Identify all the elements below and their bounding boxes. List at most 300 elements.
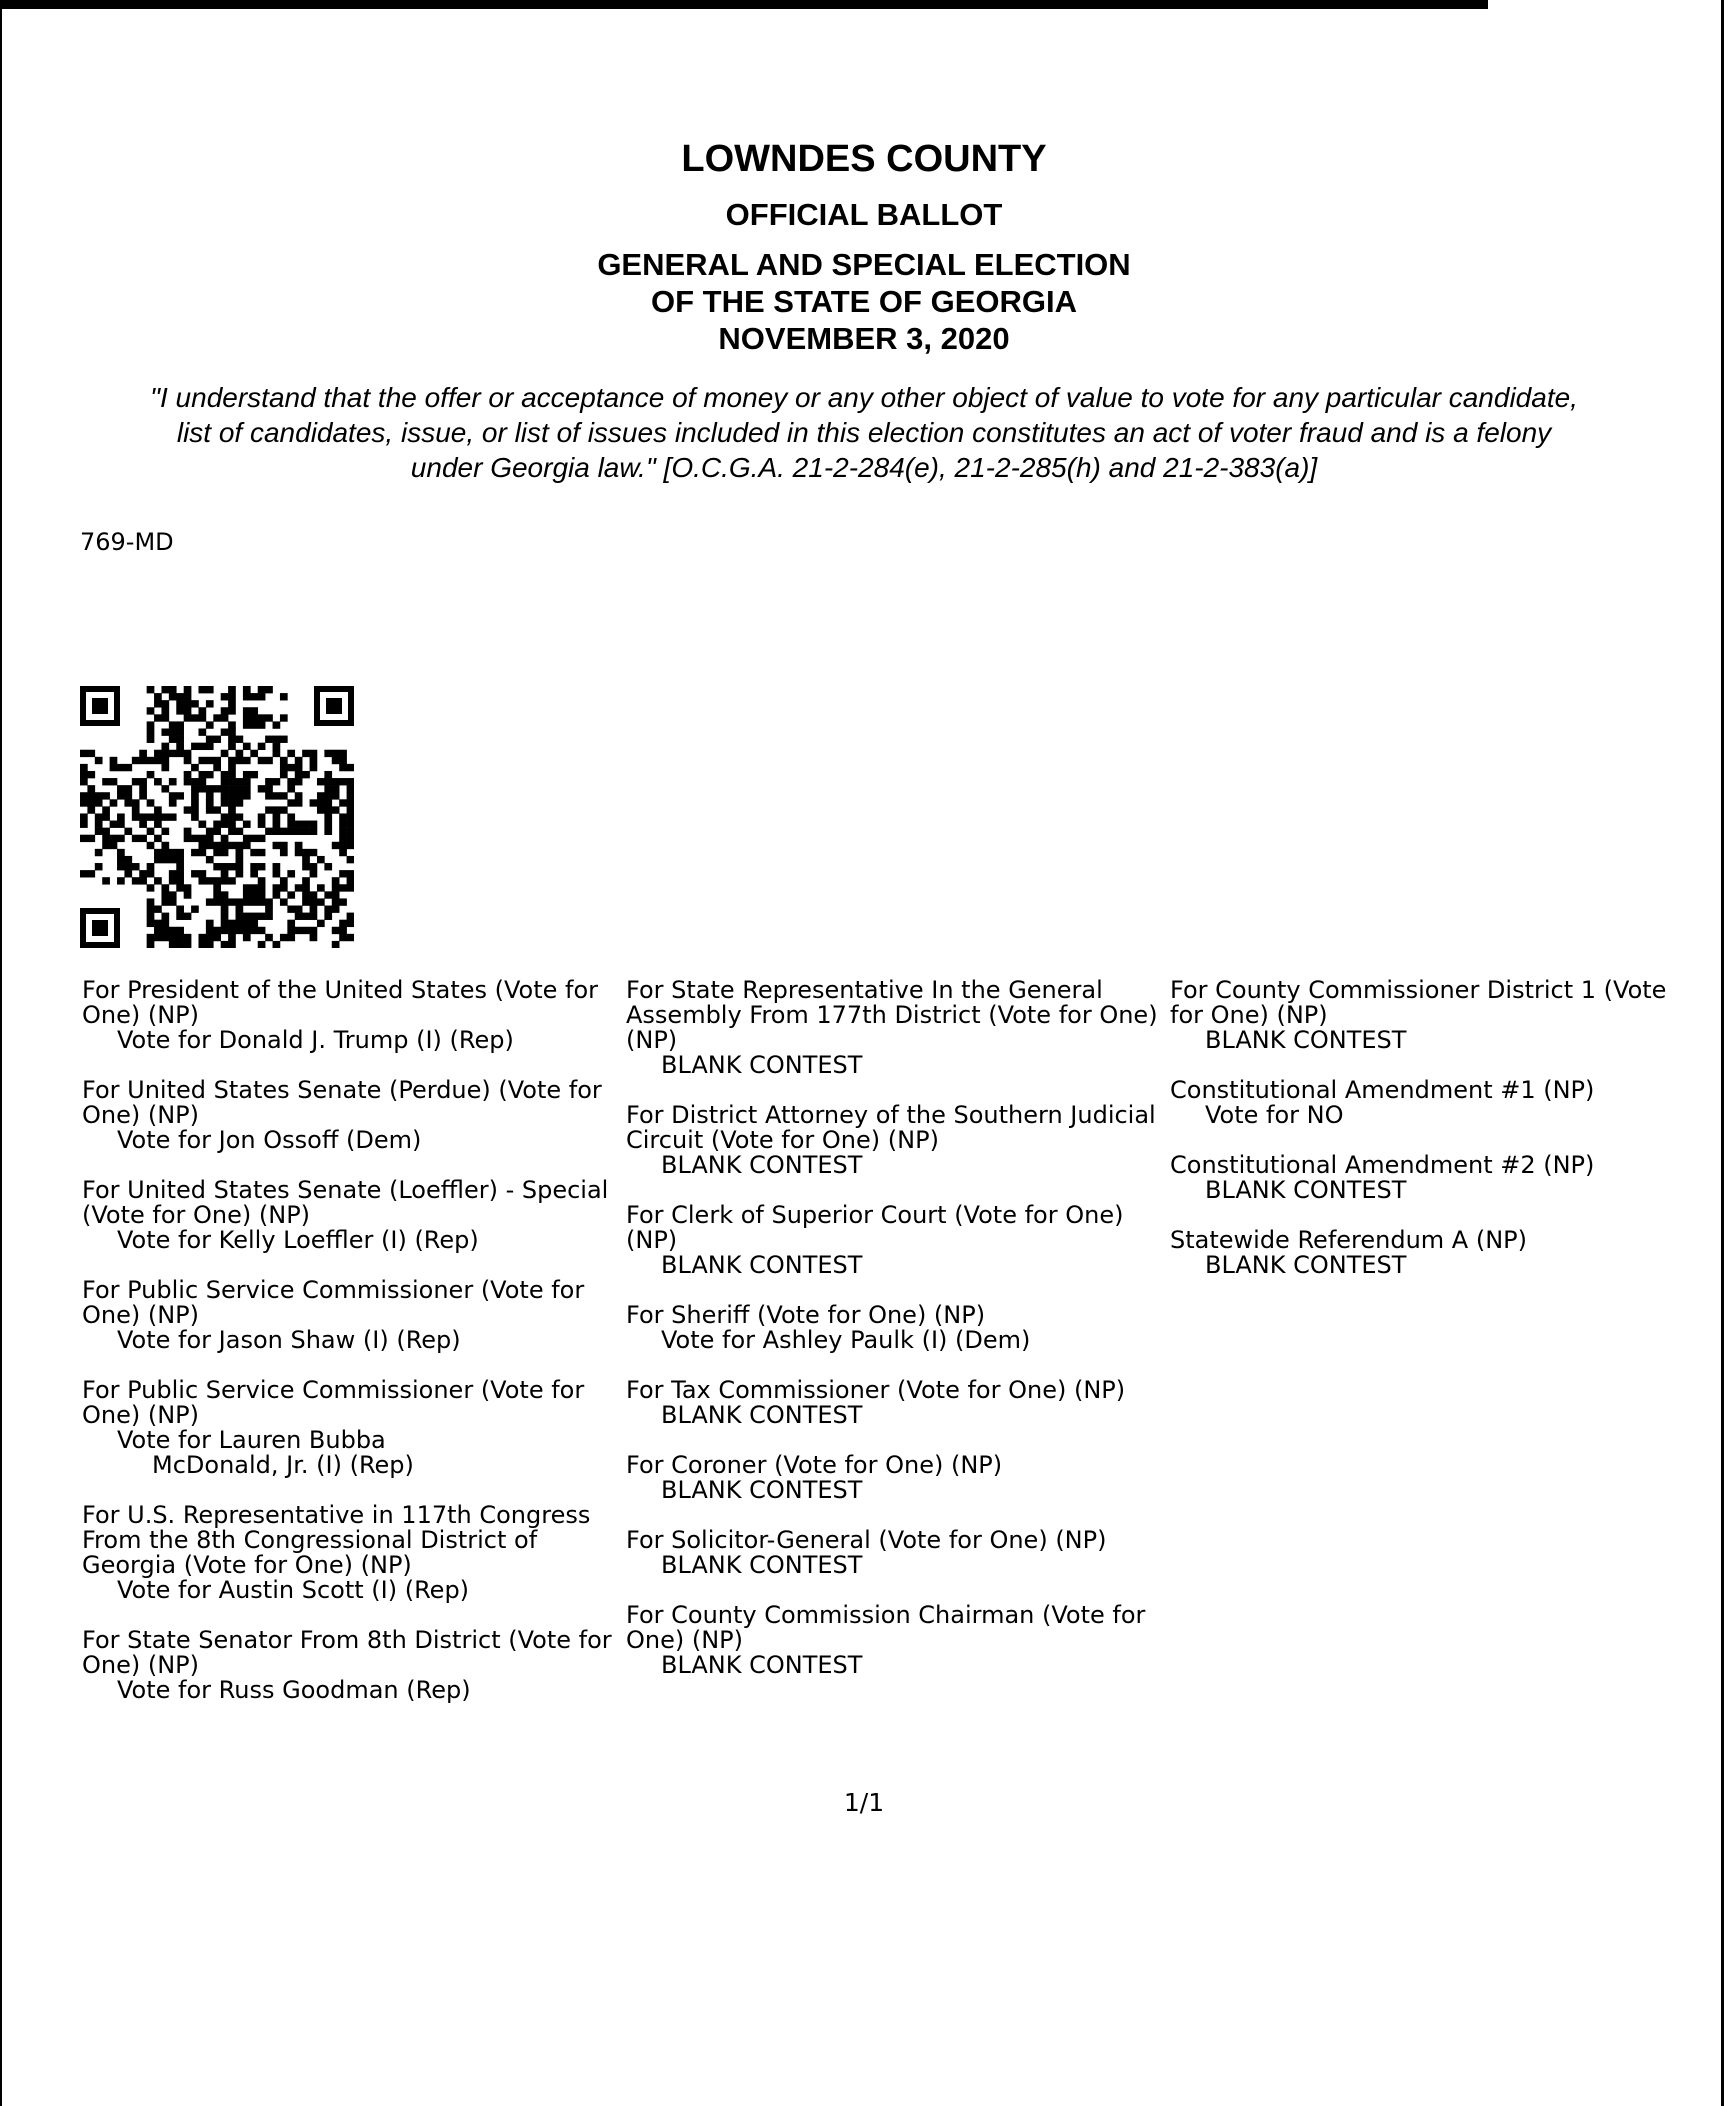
qr-module: [184, 891, 192, 898]
qr-module: [295, 792, 303, 799]
qr-module: [132, 835, 140, 842]
qr-module: [347, 799, 354, 806]
qr-module: [198, 743, 206, 750]
contest-selection: [82, 1028, 612, 1053]
qr-module: [221, 714, 229, 721]
qr-module: [139, 750, 147, 757]
qr-module: [102, 877, 110, 884]
qr-module: [213, 934, 221, 941]
qr-module: [154, 757, 162, 764]
qr-module: [302, 750, 310, 757]
qr-module: [339, 849, 347, 856]
page-number: 1/1: [843, 1788, 885, 1817]
qr-module: [221, 771, 229, 778]
qr-module: [324, 821, 332, 828]
qr-module: [310, 828, 318, 835]
qr-module: [221, 813, 229, 820]
contest-title: For United States Senate (Perdue) (Vote for One) (NP): [82, 1076, 602, 1129]
qr-module: [139, 870, 147, 877]
qr-module: [206, 736, 214, 743]
qr-module: [332, 898, 340, 905]
contest-entry: [1170, 978, 1690, 1053]
qr-module: [347, 828, 354, 835]
qr-module: [236, 842, 244, 849]
qr-module: [302, 913, 310, 920]
qr-module: [169, 877, 177, 884]
qr-module: [258, 863, 266, 870]
selection-text: BLANK CONTEST: [661, 1551, 863, 1579]
qr-module: [339, 828, 347, 835]
qr-module: [176, 728, 184, 735]
qr-module: [206, 835, 214, 842]
qr-module: [213, 714, 221, 721]
qr-module: [228, 686, 236, 693]
qr-module: [206, 920, 214, 927]
qr-module: [317, 806, 325, 813]
qr-module: [228, 721, 236, 728]
selection-text: BLANK CONTEST: [661, 1651, 863, 1679]
qr-module: [147, 813, 155, 820]
qr-module: [206, 842, 214, 849]
qr-module: [117, 813, 125, 820]
qr-module: [295, 913, 303, 920]
qr-module: [339, 750, 347, 757]
qr-module: [273, 806, 281, 813]
qr-module: [161, 891, 169, 898]
selection-text: BLANK CONTEST: [661, 1476, 863, 1504]
qr-module: [236, 870, 244, 877]
contest-title: Constitutional Amendment #2 (NP): [1170, 1151, 1595, 1179]
qr-module: [236, 849, 244, 856]
qr-module: [310, 891, 318, 898]
qr-module: [206, 927, 214, 934]
qr-module: [324, 891, 332, 898]
qr-module: [147, 842, 155, 849]
contest-title: For Tax Commissioner (Vote for One) (NP): [626, 1376, 1126, 1404]
qr-module: [310, 863, 318, 870]
qr-module: [176, 849, 184, 856]
qr-module: [161, 750, 169, 757]
qr-module: [184, 778, 192, 785]
qr-module: [184, 934, 192, 941]
qr-module: [184, 806, 192, 813]
qr-module: [147, 757, 155, 764]
qr-module: [265, 828, 273, 835]
qr-module: [228, 693, 236, 700]
qr-module: [147, 799, 155, 806]
qr-module: [280, 828, 288, 835]
qr-module: [332, 842, 340, 849]
contest-title: For County Commission Chairman (Vote for One) (NP): [626, 1601, 1146, 1654]
qr-module: [191, 870, 199, 877]
qr-module: [287, 920, 295, 927]
qr-module: [176, 743, 184, 750]
qr-module: [169, 891, 177, 898]
qr-module: [265, 736, 273, 743]
selection-text: BLANK CONTEST: [661, 1251, 863, 1279]
qr-module: [228, 842, 236, 849]
qr-module: [221, 870, 229, 877]
qr-module: [139, 757, 147, 764]
qr-module: [295, 764, 303, 771]
qr-module: [310, 927, 318, 934]
contest-selection: [626, 1253, 1166, 1278]
contest-title: For President of the United States (Vote for One) (NP): [82, 976, 599, 1029]
qr-module: [139, 778, 147, 785]
qr-module: [324, 778, 332, 785]
qr-module: [228, 778, 236, 785]
qr-module: [80, 764, 88, 771]
selection-text: Vote for NO: [1205, 1101, 1344, 1129]
qr-module: [250, 771, 258, 778]
qr-module: [198, 771, 206, 778]
qr-module: [117, 856, 125, 863]
oath-line: under Georgia law." [O.C.G.A. 21-2-284(e), 21-2-285(h) and 21-2-383(a)]: [410, 452, 1318, 483]
qr-module: [250, 721, 258, 728]
qr-module: [80, 813, 88, 820]
qr-module: [154, 920, 162, 927]
qr-module: [347, 778, 354, 785]
contest-title: For County Commissioner District 1 (Vote for One) (NP): [1170, 976, 1667, 1029]
precinct-code: 769-MD: [80, 528, 174, 556]
qr-module: [110, 842, 118, 849]
qr-module: [302, 821, 310, 828]
selection-text: BLANK CONTEST: [1205, 1176, 1407, 1204]
contest-selection: [626, 1553, 1166, 1578]
qr-module: [184, 828, 192, 835]
qr-module: [80, 778, 88, 785]
qr-module: [302, 849, 310, 856]
qr-module: [295, 771, 303, 778]
qr-module: [161, 927, 169, 934]
qr-module: [147, 686, 155, 693]
qr-module: [184, 714, 192, 721]
contest-title: For Coroner (Vote for One) (NP): [626, 1451, 1003, 1479]
qr-module: [169, 792, 177, 799]
qr-module: [332, 877, 340, 884]
qr-module: [295, 757, 303, 764]
contest-selection: [1170, 1028, 1690, 1053]
qr-module: [280, 693, 288, 700]
qr-module: [191, 806, 199, 813]
qr-module: [198, 757, 206, 764]
qr-module: [332, 750, 340, 757]
qr-module: [339, 920, 347, 927]
qr-module: [147, 707, 155, 714]
qr-module: [347, 821, 354, 828]
qr-module: [243, 757, 251, 764]
qr-module: [332, 778, 340, 785]
qr-module: [250, 693, 258, 700]
qr-module: [265, 686, 273, 693]
qr-module: [191, 792, 199, 799]
selection-text: Vote for Jason Shaw (I) (Rep): [117, 1326, 461, 1354]
contest-title: For State Senator From 8th District (Vote for One) (NP): [82, 1626, 612, 1679]
qr-module: [87, 835, 95, 842]
qr-module: [243, 927, 251, 934]
contest-entry: [1170, 1153, 1690, 1203]
qr-module: [280, 771, 288, 778]
qr-module: [302, 927, 310, 934]
qr-module: [95, 828, 103, 835]
qr-module: [228, 771, 236, 778]
qr-module: [198, 934, 206, 941]
qr-module: [250, 750, 258, 757]
qr-module: [339, 934, 347, 941]
qr-module: [169, 870, 177, 877]
qr-module: [184, 884, 192, 891]
contest-selection: [626, 1403, 1166, 1428]
qr-module: [310, 799, 318, 806]
selection-text: Vote for Kelly Loeffler (I) (Rep): [117, 1226, 479, 1254]
qr-module: [132, 806, 140, 813]
qr-module: [169, 736, 177, 743]
qr-module: [95, 799, 103, 806]
qr-module: [147, 934, 155, 941]
contest-selection: [1170, 1103, 1690, 1128]
qr-module: [236, 913, 244, 920]
qr-module: [213, 764, 221, 771]
qr-module: [169, 728, 177, 735]
qr-module: [139, 835, 147, 842]
qr-module: [228, 728, 236, 735]
qr-module: [250, 927, 258, 934]
qr-module: [273, 792, 281, 799]
qr-module: [110, 835, 118, 842]
qr-module: [147, 771, 155, 778]
contest-selection: [1170, 1178, 1690, 1203]
qr-module: [236, 856, 244, 863]
qr-module: [258, 877, 266, 884]
qr-module: [87, 771, 95, 778]
selection-text: BLANK CONTEST: [661, 1051, 863, 1079]
qr-module: [236, 792, 244, 799]
qr-module: [228, 736, 236, 743]
qr-module: [287, 785, 295, 792]
qr-module: [324, 906, 332, 913]
qr-module: [154, 927, 162, 934]
qr-module: [147, 721, 155, 728]
qr-module: [295, 927, 303, 934]
qr-module: [243, 686, 251, 693]
qr-module: [228, 764, 236, 771]
qr-module: [176, 877, 184, 884]
qr-module: [147, 728, 155, 735]
qr-module: [324, 813, 332, 820]
qr-module: [161, 913, 169, 920]
qr-module: [124, 863, 132, 870]
qr-module: [347, 806, 354, 813]
election-date: NOVEMBER 3, 2020: [718, 321, 1010, 356]
qr-module: [258, 884, 266, 891]
qr-module: [176, 792, 184, 799]
oath-line: "I understand that the offer or acceptance of money or any other object of value to vote for any particular candidate,: [150, 382, 1578, 413]
qr-module: [221, 863, 229, 870]
qr-module: [250, 870, 258, 877]
qr-module: [110, 799, 118, 806]
contest-entry: [82, 1503, 612, 1603]
contest-title: For Public Service Commissioner (Vote for One) (NP): [82, 1376, 585, 1429]
qr-module: [228, 785, 236, 792]
qr-module: [265, 778, 273, 785]
qr-module: [280, 884, 288, 891]
qr-module: [228, 898, 236, 905]
qr-module: [302, 891, 310, 898]
qr-module: [295, 842, 303, 849]
qr-module: [243, 920, 251, 927]
qr-module: [236, 863, 244, 870]
qr-module: [95, 863, 103, 870]
qr-module: [258, 849, 266, 856]
election-line-1: GENERAL AND SPECIAL ELECTION: [597, 247, 1131, 282]
qr-module: [258, 835, 266, 842]
qr-module: [221, 835, 229, 842]
qr-module: [198, 849, 206, 856]
qr-module: [80, 750, 88, 757]
qr-module: [191, 700, 199, 707]
qr-module: [221, 920, 229, 927]
qr-module: [117, 821, 125, 828]
qr-module: [236, 813, 244, 820]
qr-module: [132, 778, 140, 785]
qr-module: [87, 750, 95, 757]
qr-module: [102, 806, 110, 813]
qr-module: [102, 813, 110, 820]
qr-module: [184, 941, 192, 948]
contest-entry: [82, 1278, 612, 1353]
qr-module: [110, 778, 118, 785]
qr-module: [287, 778, 295, 785]
qr-module: [324, 913, 332, 920]
qr-module: [124, 764, 132, 771]
qr-module: [339, 870, 347, 877]
qr-module: [228, 707, 236, 714]
qr-module: [228, 757, 236, 764]
qr-module: [243, 743, 251, 750]
qr-module: [324, 771, 332, 778]
qr-module: [228, 813, 236, 820]
qr-module: [347, 764, 354, 771]
contest-entry: [82, 978, 612, 1053]
qr-module: [265, 913, 273, 920]
qr-module: [258, 913, 266, 920]
qr-module: [228, 941, 236, 948]
qr-module: [80, 870, 88, 877]
qr-module: [347, 884, 354, 891]
election-line-2: OF THE STATE OF GEORGIA: [651, 284, 1077, 319]
qr-module: [273, 870, 281, 877]
qr-module: [302, 863, 310, 870]
qr-module: [221, 785, 229, 792]
contest-column-3: [1170, 978, 1690, 1303]
qr-module: [243, 707, 251, 714]
qr-module: [324, 799, 332, 806]
qr-module: [154, 877, 162, 884]
qr-module: [110, 757, 118, 764]
qr-module: [310, 870, 318, 877]
qr-module: [169, 686, 177, 693]
qr-module: [147, 906, 155, 913]
qr-module: [310, 821, 318, 828]
qr-module: [221, 927, 229, 934]
qr-module: [302, 856, 310, 863]
qr-module: [169, 856, 177, 863]
qr-module: [198, 686, 206, 693]
qr-module: [339, 898, 347, 905]
qr-module: [221, 693, 229, 700]
qr-module: [324, 828, 332, 835]
qr-module: [310, 898, 318, 905]
qr-module: [228, 927, 236, 934]
qr-module: [117, 792, 125, 799]
qr-module: [310, 750, 318, 757]
qr-module: [347, 877, 354, 884]
qr-module: [236, 898, 244, 905]
qr-module: [198, 870, 206, 877]
qr-module: [176, 927, 184, 934]
qr-module: [169, 799, 177, 806]
qr-module: [273, 863, 281, 870]
qr-module: [147, 736, 155, 743]
qr-module: [228, 863, 236, 870]
qr-module: [95, 821, 103, 828]
qr-module: [258, 941, 266, 948]
qr-module: [124, 799, 132, 806]
qr-module: [258, 785, 266, 792]
contest-entry: [626, 1603, 1166, 1678]
qr-module: [117, 877, 125, 884]
qr-module: [184, 835, 192, 842]
contest-selection: [82, 1428, 612, 1478]
qr-module: [347, 920, 354, 927]
qr-module: [243, 785, 251, 792]
ballot-header: [0, 136, 1728, 357]
qr-module: [213, 842, 221, 849]
qr-module: [280, 898, 288, 905]
qr-module: [243, 714, 251, 721]
qr-module: [339, 757, 347, 764]
qr-module: [102, 835, 110, 842]
qr-code: [80, 686, 354, 948]
qr-module: [198, 835, 206, 842]
qr-module: [132, 863, 140, 870]
qr-module: [339, 764, 347, 771]
qr-module: [250, 884, 258, 891]
qr-module: [250, 898, 258, 905]
contest-selection: [82, 1228, 612, 1253]
qr-module: [243, 792, 251, 799]
qr-module: [273, 941, 281, 948]
qr-module: [228, 700, 236, 707]
qr-module: [213, 863, 221, 870]
qr-module: [176, 721, 184, 728]
contest-selection: [82, 1578, 612, 1603]
qr-module: [169, 813, 177, 820]
qr-module: [124, 785, 132, 792]
qr-module: [87, 806, 95, 813]
qr-module: [273, 750, 281, 757]
qr-module: [206, 934, 214, 941]
qr-module: [228, 806, 236, 813]
qr-module: [139, 821, 147, 828]
qr-module: [228, 877, 236, 884]
qr-module: [169, 927, 177, 934]
qr-module: [161, 707, 169, 714]
qr-module: [273, 743, 281, 750]
ballot-type: OFFICIAL BALLOT: [725, 197, 1003, 232]
qr-module: [221, 906, 229, 913]
qr-module: [280, 757, 288, 764]
